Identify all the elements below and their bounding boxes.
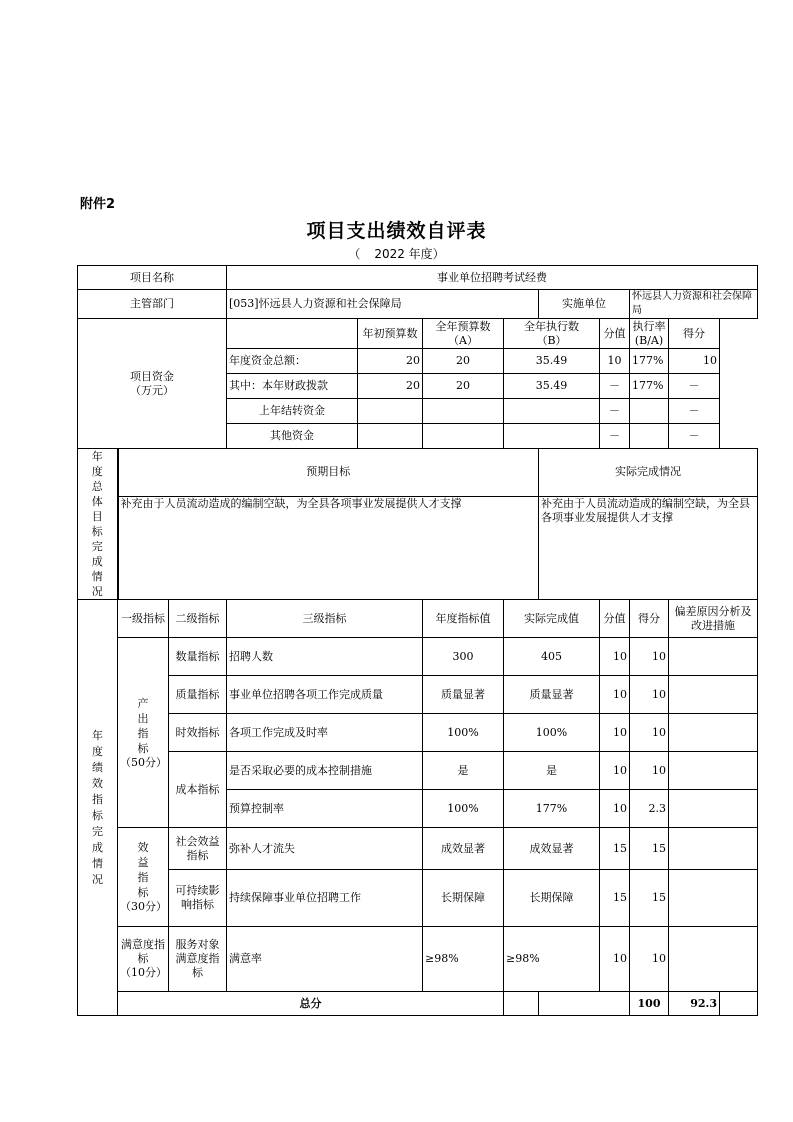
executed-sub: （B） (536, 333, 567, 347)
exec-rate-header (630, 319, 669, 349)
indicator-score: 10 (630, 676, 669, 714)
indicator-weight: 10 (600, 714, 630, 752)
level3-header: 三级指标 (227, 600, 423, 638)
full-budget-header (423, 319, 504, 349)
indicator-analysis (669, 676, 758, 714)
funds-row-full: 20 (423, 349, 504, 374)
indicator-weight: 15 (600, 828, 630, 870)
weight-header: 分值 (600, 319, 630, 349)
goals-side-label (78, 449, 118, 600)
funds-row-executed (504, 424, 600, 449)
indicator-level2: 可持续影响指标 (169, 870, 227, 927)
indicator-score: 10 (630, 714, 669, 752)
goals-header-row (78, 449, 758, 497)
indicator-level2: 质量指标 (169, 676, 227, 714)
indicator-actual: 长期保障 (504, 870, 600, 927)
year-open-paren: （ (348, 247, 361, 261)
indicator-row (78, 927, 758, 992)
indicator-level3: 预算控制率 (227, 790, 423, 828)
funds-header-row (78, 319, 758, 349)
indicator-row (78, 714, 758, 752)
funds-row-label: 年度资金总额： (227, 349, 358, 374)
indicator-level3: 事业单位招聘各项工作完成质量 (227, 676, 423, 714)
indicator-target: 长期保障 (423, 870, 504, 927)
indicator-actual: 成效显著 (504, 828, 600, 870)
satisfaction-label: 满意度指标 (121, 938, 165, 965)
indicator-analysis (669, 752, 758, 790)
funds-row-executed (504, 399, 600, 424)
funds-row-executed: 35.49 (504, 349, 600, 374)
benefit-weight: （30分） (120, 900, 167, 913)
indicator-target: 质量显著 (423, 676, 504, 714)
funds-label-line2: （万元） (130, 383, 174, 397)
page-title: 项目支出绩效自评表 (306, 220, 487, 242)
target-header: 年度指标值 (423, 600, 504, 638)
indicator-analysis (669, 870, 758, 927)
indicator-score: 2.3 (630, 790, 669, 828)
indicator-level3: 各项工作完成及时率 (227, 714, 423, 752)
indicator-score: 10 (630, 927, 669, 992)
indicator-analysis (669, 714, 758, 752)
indicator-actual: 405 (504, 638, 600, 676)
funds-row-score: － (669, 399, 720, 424)
indicator-target: ≥98% (423, 927, 504, 992)
project-name-value: 事业单位招聘考试经费 (227, 266, 758, 290)
dept-value: [053]怀远县人力资源和社会保障局 (227, 290, 539, 319)
expected-goal-text: 补充由于人员流动造成的编制空缺，为全县各项事业发展提供人才支撑 (118, 496, 539, 599)
indicator-row (78, 870, 758, 927)
indicator-level3: 招聘人数 (227, 638, 423, 676)
indicator-score: 10 (630, 752, 669, 790)
funds-row-full (423, 424, 504, 449)
project-name-row (78, 266, 758, 290)
indicator-level3: 持续保障事业单位招聘工作 (227, 870, 423, 927)
indicator-target: 成效显著 (423, 828, 504, 870)
funds-row-executed: 35.49 (504, 374, 600, 399)
total-blank-actual (539, 992, 630, 1016)
output-weight: （50分） (120, 755, 167, 769)
funds-row-initial (358, 399, 423, 424)
total-blank-target (504, 992, 539, 1016)
indicator-target: 是 (423, 752, 504, 790)
funds-row-weight: 10 (600, 349, 630, 374)
analysis-header: 偏差原因分析及改进措施 (669, 600, 758, 638)
total-score: 92.3 (669, 992, 720, 1016)
funds-row-label: 其他资金 (227, 424, 358, 449)
funds-row-initial (358, 424, 423, 449)
full-budget-title: 全年预算数 (435, 319, 491, 333)
indicator-weight: 15 (600, 870, 630, 927)
initial-budget-header: 年初预算数 (358, 319, 423, 349)
indicator-score: 15 (630, 828, 669, 870)
funds-row-label: 上年结转资金 (227, 399, 358, 424)
indicator-analysis (669, 927, 758, 992)
impl-label: 实施单位 (539, 290, 630, 319)
funds-row-initial: 20 (358, 374, 423, 399)
indicators-side-label (78, 600, 118, 1016)
funds-row-rate (630, 399, 669, 424)
indicator-level3: 是否采取必要的成本控制措施 (227, 752, 423, 790)
funds-row-rate (630, 424, 669, 449)
funds-row-initial: 20 (358, 349, 423, 374)
executed-title: 全年执行数 (524, 319, 579, 333)
ind-score-header: 得分 (630, 600, 669, 638)
indicator-analysis (669, 790, 758, 828)
funds-row-score: 10 (669, 349, 720, 374)
dept-label: 主管部门 (78, 290, 227, 319)
actual-completion-text: 补充由于人员流动造成的编制空缺，为全县各项事业发展提供人才支撑 (539, 496, 758, 599)
indicator-actual: ≥98% (504, 927, 600, 992)
self-evaluation-table (77, 265, 758, 1016)
indicator-actual: 100% (504, 714, 600, 752)
impl-value: 怀远县人力资源和社会保障局 (630, 290, 758, 319)
indicator-weight: 10 (600, 790, 630, 828)
indicator-level2: 时效指标 (169, 714, 227, 752)
total-blank-analysis (720, 992, 758, 1016)
year-text: 2022 年度） (374, 247, 445, 261)
indicator-level2: 服务对象满意度指标 (169, 927, 227, 992)
expected-goal-label: 预期目标 (118, 449, 539, 497)
funds-row-score: － (669, 374, 720, 399)
funds-blank-header (227, 319, 358, 349)
funds-row-rate: 177% (630, 349, 669, 374)
indicator-target: 300 (423, 638, 504, 676)
indicator-weight: 10 (600, 676, 630, 714)
funds-row-weight: － (600, 374, 630, 399)
actual-header: 实际完成值 (504, 600, 600, 638)
indicator-weight: 10 (600, 927, 630, 992)
indicator-score: 10 (630, 638, 669, 676)
funds-row-weight: － (600, 399, 630, 424)
total-label: 总分 (118, 992, 504, 1016)
project-name-label: 项目名称 (78, 266, 227, 290)
total-row (78, 992, 758, 1016)
indicator-level3: 弥补人才流失 (227, 828, 423, 870)
indicator-level2: 数量指标 (169, 638, 227, 676)
indicators-side-text: 年度绩效指标完成情况 (92, 728, 103, 886)
year-label (0, 245, 793, 262)
indicator-weight: 10 (600, 752, 630, 790)
exec-rate-sub: (B/A) (634, 333, 664, 347)
funds-label (78, 319, 227, 449)
goals-side-text: 年度总体目标完成情况 (91, 450, 103, 598)
executed-header (504, 319, 600, 349)
actual-completion-label: 实际完成情况 (539, 449, 758, 497)
indicator-row (78, 752, 758, 790)
funds-row-full (423, 399, 504, 424)
indicator-level3: 满意率 (227, 927, 423, 992)
indicator-actual: 是 (504, 752, 600, 790)
indicator-level2: 社会效益指标 (169, 828, 227, 870)
indicator-row (78, 638, 758, 676)
benefit-label: 效益指标 (137, 841, 149, 899)
indicators-header-row (78, 600, 758, 638)
indicator-analysis (669, 828, 758, 870)
total-weight: 100 (630, 992, 669, 1016)
funds-row-label: 其中：本年财政拨款 (227, 374, 358, 399)
indicator-row (78, 676, 758, 714)
satisfaction-level1 (118, 927, 169, 992)
indicator-target: 100% (423, 714, 504, 752)
output-level1 (118, 638, 169, 828)
output-label: 产出指标 (137, 696, 149, 755)
score-header: 得分 (669, 319, 720, 349)
benefit-level1 (118, 828, 169, 927)
funds-row-rate: 177% (630, 374, 669, 399)
exec-rate-title: 执行率 (632, 319, 666, 333)
indicator-actual: 177% (504, 790, 600, 828)
indicator-row (78, 828, 758, 870)
funds-row-weight: － (600, 424, 630, 449)
level2-header: 二级指标 (169, 600, 227, 638)
satisfaction-weight: （10分） (120, 966, 167, 979)
department-row (78, 290, 758, 319)
indicator-target: 100% (423, 790, 504, 828)
level1-header: 一级指标 (118, 600, 169, 638)
indicator-level2: 成本指标 (169, 752, 227, 828)
indicator-weight: 10 (600, 638, 630, 676)
indicator-score: 15 (630, 870, 669, 927)
funds-label-line1: 项目资金 (130, 369, 174, 383)
indicator-analysis (669, 638, 758, 676)
indicator-actual: 质量显著 (504, 676, 600, 714)
funds-row-score: － (669, 424, 720, 449)
ind-weight-header: 分值 (600, 600, 630, 638)
funds-row-full: 20 (423, 374, 504, 399)
goals-content-row (78, 496, 758, 599)
attachment-label: 附件2 (80, 197, 116, 212)
full-budget-sub: （A） (448, 333, 478, 347)
